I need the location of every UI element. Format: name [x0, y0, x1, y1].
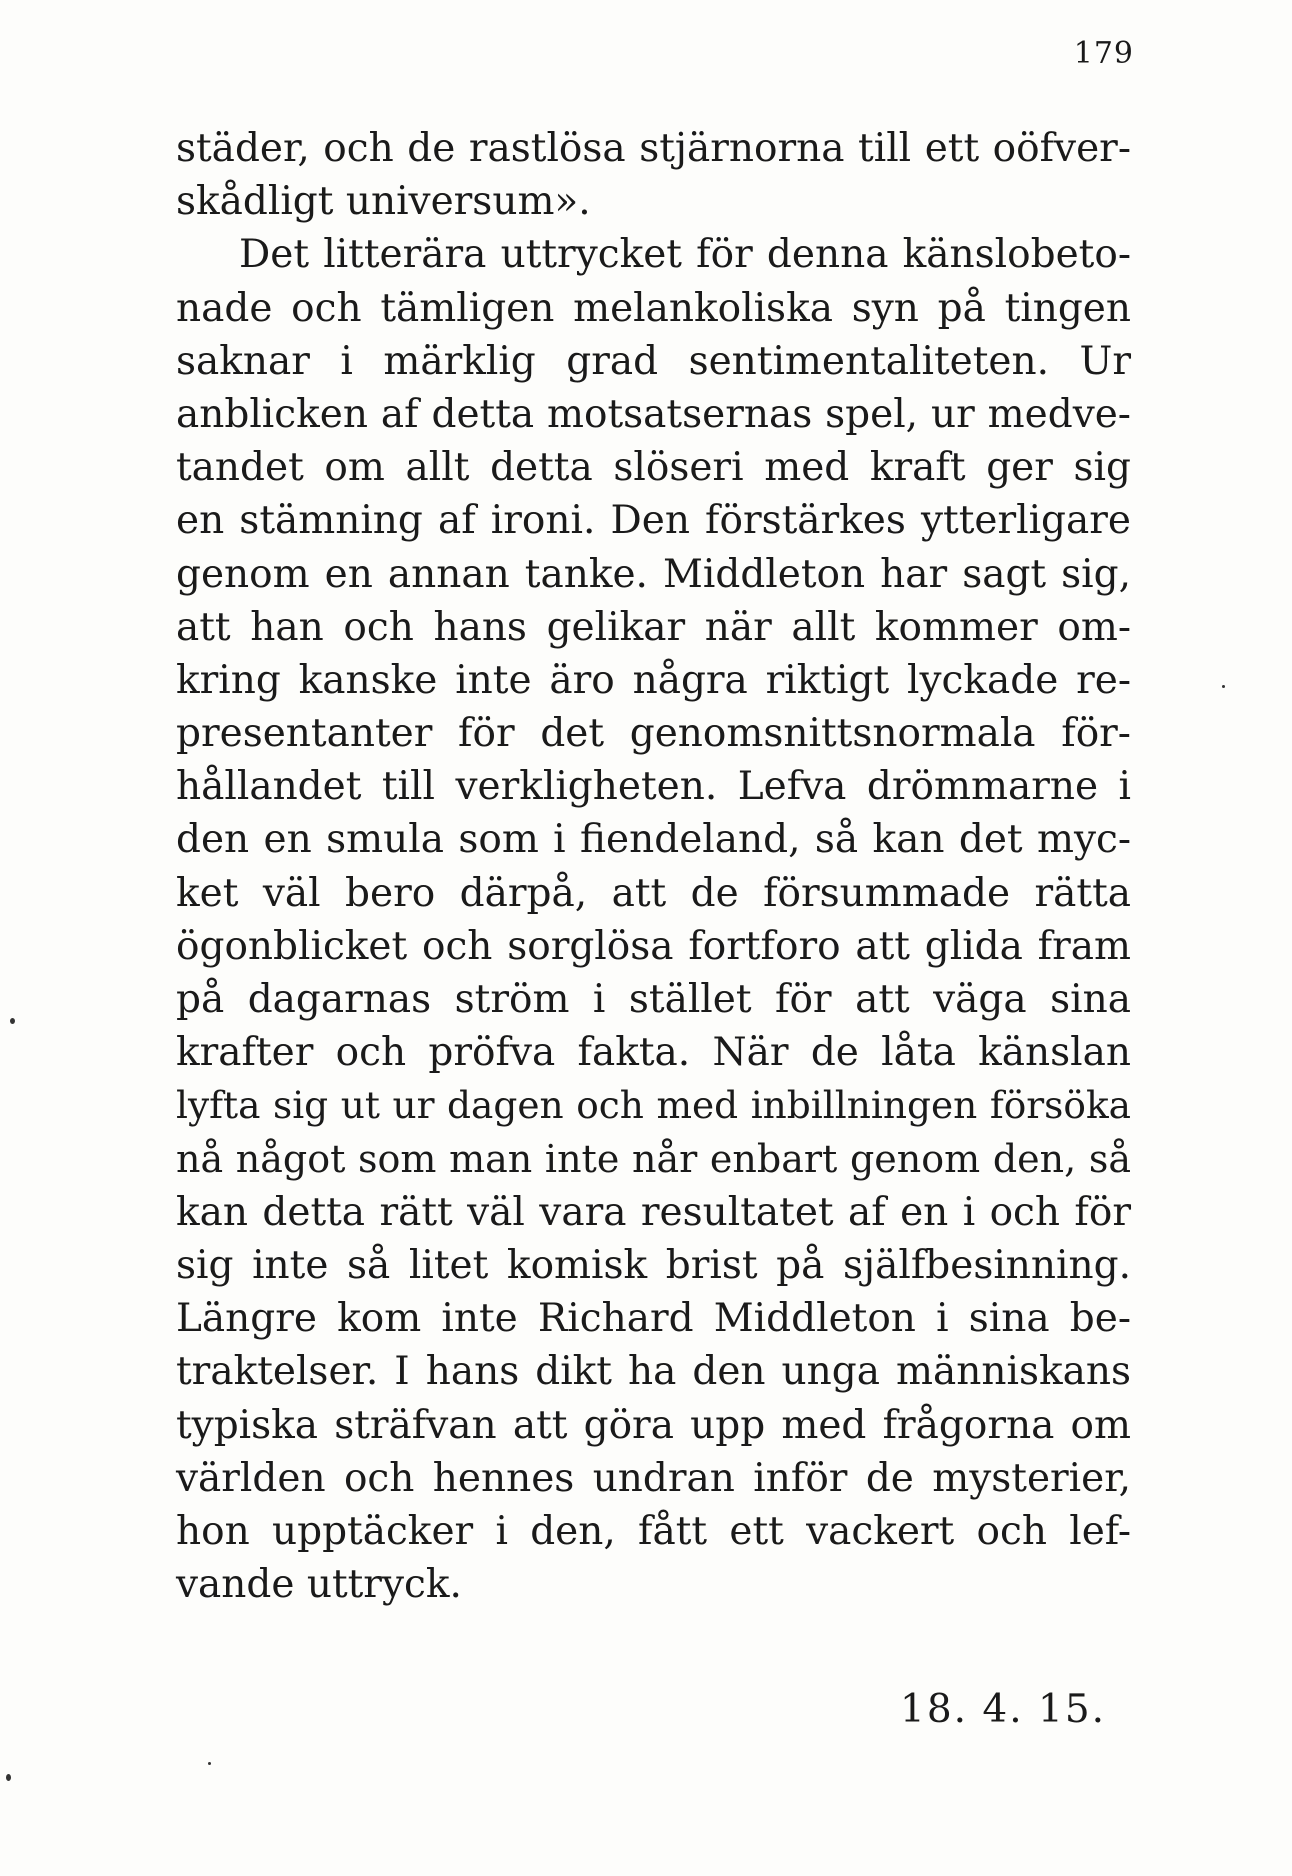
text-line: nade och tämligen melankoliska syn på tingen — [176, 285, 1131, 331]
text-line: saknar i märklig grad sentimentaliteten. Ur — [176, 338, 1131, 384]
text-line: lyfta sig ut ur dagen och med inbillningen försöka — [176, 1083, 1131, 1128]
text-line: anblicken af detta motsatsernas spel, ur medve- — [176, 391, 1131, 437]
text-line: att han och hans gelikar när allt kommer om- — [176, 604, 1131, 650]
text-line: tandet om allt detta slöseri med kraft ger sig — [176, 445, 1131, 491]
text-line: Längre kom inte Richard Middleton i sina be- — [176, 1296, 1131, 1342]
text-line: presentanter för det genomsnittsnormala för- — [176, 711, 1131, 757]
text-line: skådligt universum». — [176, 179, 591, 225]
page-number: 179 — [1073, 36, 1134, 71]
text-line: hållandet till verkligheten. Lefva drömmarne i — [176, 764, 1131, 810]
text-line: nå något som man inte når enbart genom den, så — [176, 1136, 1131, 1181]
text-line: ögonblicket och sorglösa fortforo att glida fram — [176, 923, 1131, 969]
text-line: typiska sträfvan att göra upp med frågorna om — [176, 1402, 1131, 1448]
text-line: traktelser. I hans dikt ha den unga människans — [176, 1349, 1131, 1395]
text-line: hon upptäcker i den, fått ett vackert och lef- — [176, 1508, 1131, 1554]
text-line: genom en annan tanke. Middleton har sagt sig, — [176, 551, 1131, 597]
text-line: krafter och pröfva fakta. När de låta känslan — [176, 1030, 1131, 1076]
speck — [208, 1762, 211, 1765]
speck — [6, 1774, 11, 1781]
text-line: världen och hennes undran inför de mysterier, — [176, 1455, 1131, 1501]
text-line: städer, och de rastlösa stjärnorna till ett oöfver- — [176, 126, 1131, 171]
text-line: den en smula som i fiendeland, så kan det myc- — [176, 817, 1131, 863]
text-line: ket väl bero därpå, att de försummade rätta — [176, 870, 1131, 916]
body-text — [176, 122, 1131, 1611]
text-line: på dagarnas ström i stället för att väga sina — [176, 977, 1131, 1022]
date-signature: 18. 4. 15. — [900, 1687, 1107, 1732]
text-line: Det litterära uttrycket för denna känslobeto- — [239, 232, 1131, 278]
text-line: sig inte så litet komisk brist på själfbesinning. — [176, 1242, 1131, 1288]
speck — [1222, 685, 1225, 688]
text-line: kring kanske inte äro några riktigt lyckade re- — [176, 657, 1131, 703]
text-line: vande uttryck. — [176, 1562, 462, 1608]
text-line: en stämning af ironi. Den förstärkes ytterligare — [176, 498, 1131, 544]
text-line: kan detta rätt väl vara resultatet af en i och för — [176, 1189, 1131, 1235]
speck — [10, 1018, 15, 1024]
